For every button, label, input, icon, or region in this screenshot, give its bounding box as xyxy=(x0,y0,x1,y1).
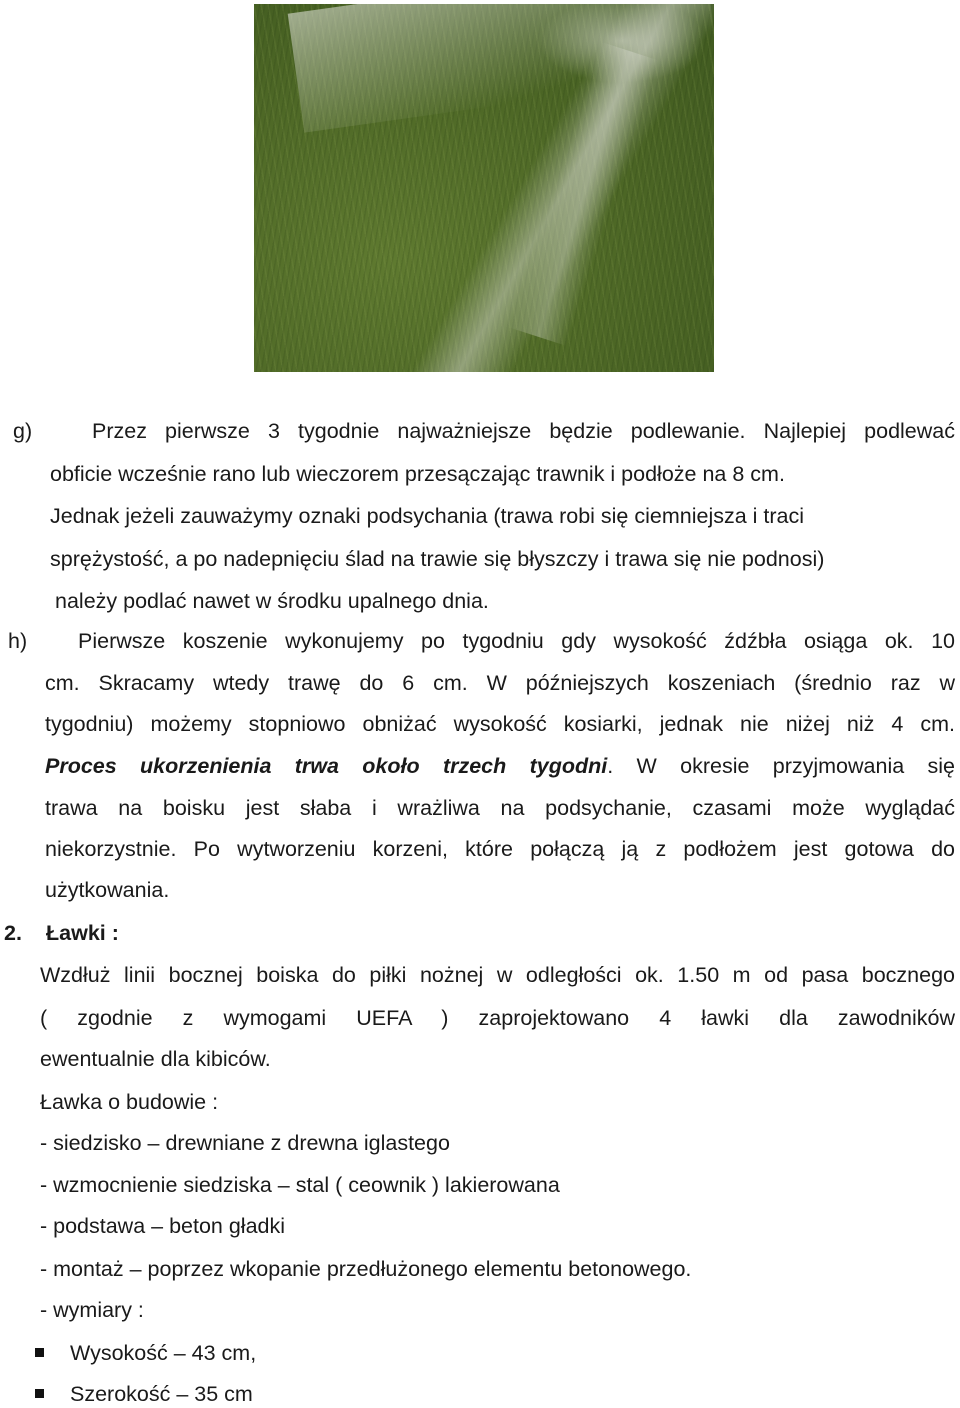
section-g-line-3: Jednak jeżeli zauważymy oznaki podsychania (trawa robi się ciemniejsza i traci xyxy=(50,504,805,528)
bench-dimensions-label: - wymiary : xyxy=(40,1298,144,1322)
section-h-marker: h) xyxy=(8,629,28,653)
bench-width: Szerokość – 35 cm xyxy=(70,1382,253,1406)
section-2-heading: Ławki : xyxy=(46,921,119,945)
bench-structure-label: Ławka o budowie : xyxy=(40,1090,219,1114)
section-h-line-7: użytkowania. xyxy=(45,878,170,902)
bench-base: - podstawa – beton gładki xyxy=(40,1214,286,1238)
section-g-line-4: sprężystość, a po nadepnięciu ślad na trawie się błyszczy i trawa się nie podnosi) xyxy=(50,547,825,571)
section-2-number: 2. xyxy=(4,921,22,945)
section-h-line-1: Pierwsze koszenie wykonujemy po tygodniu gdy wysokość źdźbła osiąga ok. 10 xyxy=(78,629,955,653)
rooting-rest: . W okresie przyjmowania się xyxy=(607,754,955,778)
section-h-line-6: niekorzystnie. Po wytworzeniu korzeni, które połączą ją z podłożem jest gotowa do xyxy=(45,837,955,861)
section-2-line-3: ewentualnie dla kibiców. xyxy=(40,1047,271,1071)
section-2-line-1: Wzdłuż linii bocznej boiska do piłki nożnej w odległości ok. 1.50 m od pasa bocznego xyxy=(40,963,955,987)
bench-seat: - siedzisko – drewniane z drewna iglastego xyxy=(40,1131,450,1155)
bench-mounting: - montaż – poprzez wkopanie przedłużonego elementu betonowego. xyxy=(40,1257,692,1281)
section-h-line-4 xyxy=(45,752,955,780)
section-g-line-1: Przez pierwsze 3 tygodnie najważniejsze będzie podlewanie. Najlepiej podlewać xyxy=(92,419,955,443)
lawn-watering-photo xyxy=(254,4,714,372)
section-h-line-3: tygodniu) możemy stopniowo obniżać wysokość kosiarki, jednak nie niżej niż 4 cm. xyxy=(45,712,955,736)
bench-height: Wysokość – 43 cm, xyxy=(70,1341,257,1365)
section-h-line-5: trawa na boisku jest słaba i wrażliwa na podsychanie, czasami może wyglądać xyxy=(45,796,955,820)
section-2-line-2: ( zgodnie z wymogami UEFA ) zaprojektowano 4 ławki dla zawodników xyxy=(40,1006,955,1030)
section-h-line-2: cm. Skracamy wtedy trawę do 6 cm. W późniejszych koszeniach (średnio raz w xyxy=(45,671,955,695)
section-g-line-5: należy podlać nawet w środku upalnego dnia. xyxy=(55,589,489,613)
bullet-icon xyxy=(35,1348,44,1357)
section-g-marker: g) xyxy=(13,419,33,443)
section-g-line-2: obficie wcześnie rano lub wieczorem przesączając trawnik i podłoże na 8 cm. xyxy=(50,462,785,486)
bench-reinforcement: - wzmocnienie siedziska – stal ( ceownik ) lakierowana xyxy=(40,1173,560,1197)
bullet-icon xyxy=(35,1389,44,1398)
rooting-emphasis: Proces ukorzenienia trwa około trzech tygodni xyxy=(45,754,608,778)
